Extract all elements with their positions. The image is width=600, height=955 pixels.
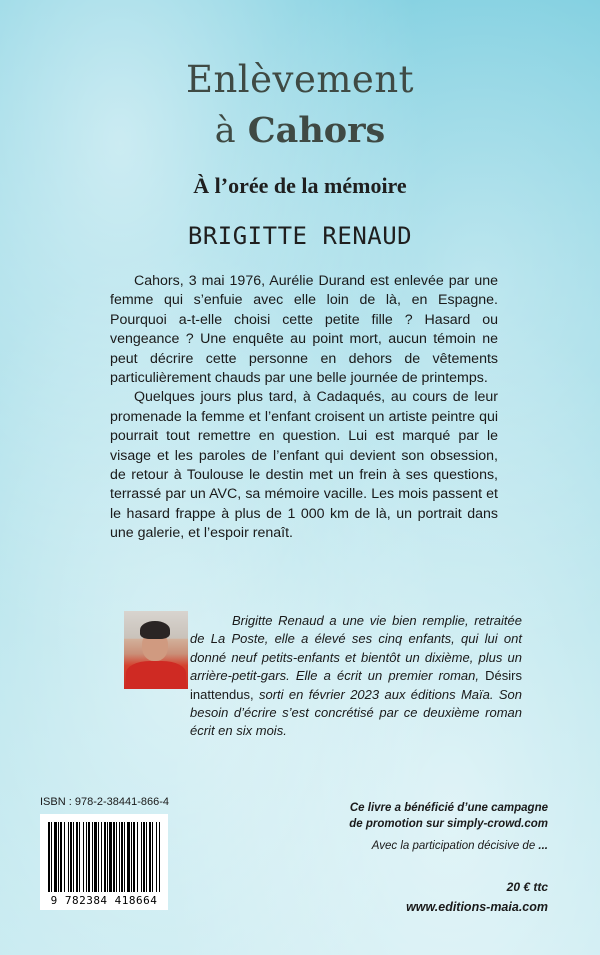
author-bio <box>190 612 522 741</box>
title-city: Cahors <box>247 110 386 151</box>
isbn-label: ISBN : 978-2-38441-866-4 <box>40 796 170 808</box>
participation-dots: ... <box>535 840 548 852</box>
title-preposition: à <box>214 111 236 151</box>
barcode-number: 9 782384 418664 <box>50 894 158 907</box>
title-line-1: Enlèvement <box>185 58 415 101</box>
author-name: BRIGITTE RENAUD <box>187 222 413 250</box>
synopsis-paragraph-1: Cahors, 3 mai 1976, Aurélie Durand est enlevée par une femme qui s’enfuie avec elle loin de là, en Espagne. Pourquoi a-t-elle choisi cette petite fille ? Hasard ou vengeance ? Une enquête au point mort, aucun témoin ne peut décrire cette personne en dehors de vêtements particulièrement chauds par une belle journée de printemps. <box>110 273 498 387</box>
title-line-2 <box>0 110 600 151</box>
promo-text <box>300 800 548 832</box>
bio-book-title: Désirs inattendus, <box>190 668 522 702</box>
bio-part-2: sorti en février 2023 aux éditions Maïa. Son besoin d’écrire s’est concrétisé par ce deuxième roman écrit en six mois. <box>190 686 522 739</box>
barcode <box>40 814 168 910</box>
participation-text <box>300 840 548 852</box>
barcode-bars <box>48 822 160 892</box>
price: 20 € ttc <box>506 880 548 894</box>
bio-part-1: Brigitte Renaud a une vie bien remplie, retraitée de La Poste, elle a élevé ses cinq enfants, qui lui ont donné neuf petits-enfants et bientôt un dixième, plus un arrière-petit-gars. Elle a écrit un premier roman, <box>190 613 522 684</box>
participation-label: Avec la participation décisive de <box>371 840 536 852</box>
barcode-bar <box>159 822 160 892</box>
synopsis <box>110 272 498 544</box>
subtitle: À l’orée de la mémoire <box>193 173 407 198</box>
promo-line-2: de promotion sur simply-crowd.com <box>349 818 548 830</box>
synopsis-paragraph-2: Quelques jours plus tard, à Cadaqués, au cours de leur promenade la femme et l’enfant croisent un artiste peintre qui pourrait tout remettre en question. Lui est marqué par le visage et les paroles de l’enfant qui devient son obsession, de retour à Toulouse le destin met un frein à ses questions, terrassé par un AVC, sa mémoire vacille. Les mois passent et le hasard frappe à plus de 1 000 km de là, un portrait dans une galerie, et l’espoir renaît. <box>110 389 498 542</box>
author-photo <box>124 611 188 689</box>
publisher-website: www.editions-maia.com <box>406 900 548 914</box>
promo-line-1: Ce livre a bénéficié d’une campagne <box>349 802 548 814</box>
